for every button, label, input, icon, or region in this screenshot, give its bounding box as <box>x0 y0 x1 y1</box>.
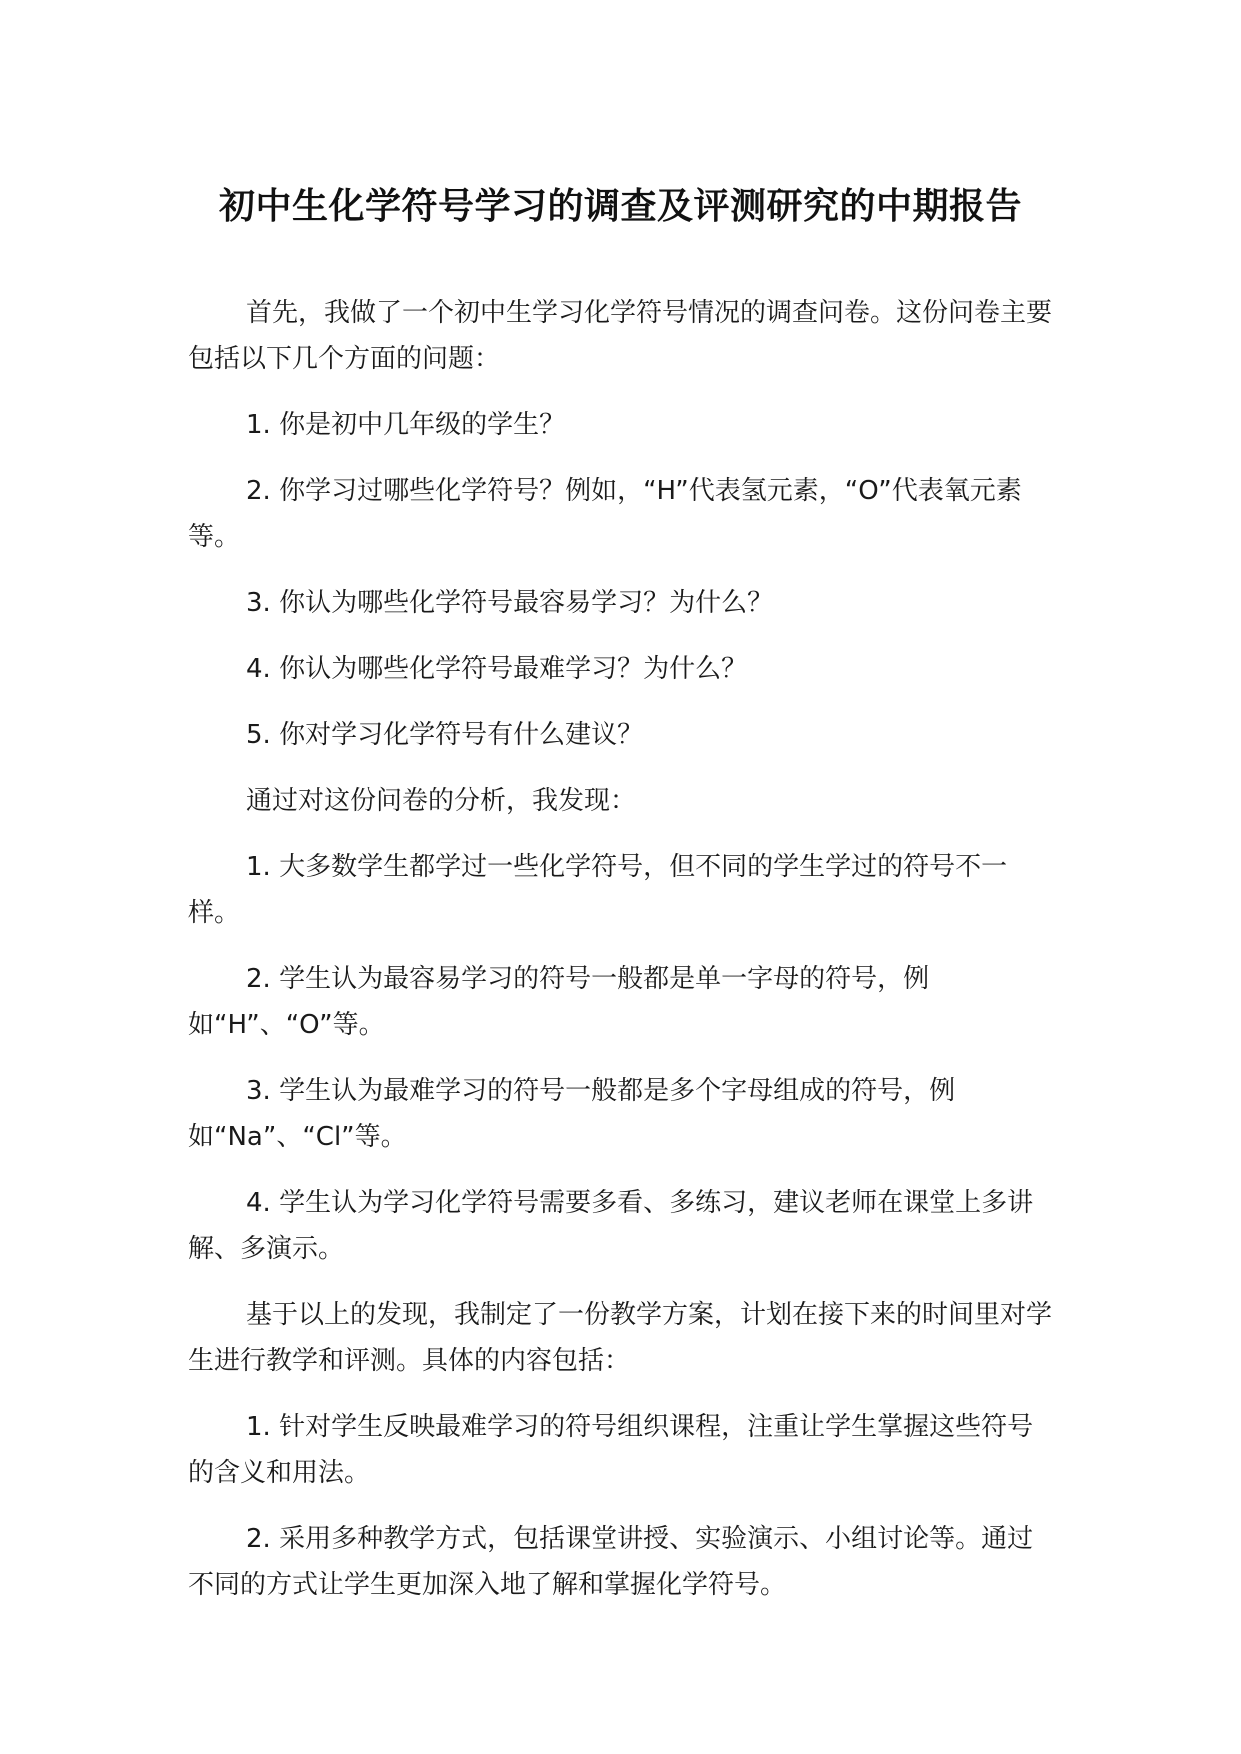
finding-1: 1. 大多数学生都学过一些化学符号，但不同的学生学过的符号不一样。 <box>188 852 1008 928</box>
plan-intro: 基于以上的发现，我制定了一份教学方案，计划在接下来的时间里对学生进行教学和评测。具体的内容包括： <box>188 1300 1053 1376</box>
document-title: 初中生化学符号学习的调查及评测研究的中期报告 <box>218 186 1022 227</box>
findings-intro: 通过对这份问卷的分析，我发现： <box>246 786 637 816</box>
plan-item-1: 1. 针对学生反映最难学习的符号组织课程，注重让学生掌握这些符号的含义和用法。 <box>188 1412 1034 1488</box>
question-3: 3. 你认为哪些化学符号最容易学习？为什么？ <box>246 588 774 618</box>
question-2: 2. 你学习过哪些化学符号？例如，“H”代表氢元素，“O”代表氧元素等。 <box>188 476 1022 552</box>
finding-3: 3. 学生认为最难学习的符号一般都是多个字母组成的符号，例如“Na”、“Cl”等。 <box>188 1076 956 1152</box>
plan-item-2: 2. 采用多种教学方式，包括课堂讲授、实验演示、小组讨论等。通过不同的方式让学生更加深入地了解和掌握化学符号。 <box>188 1524 1034 1600</box>
finding-2: 2. 学生认为最容易学习的符号一般都是单一字母的符号，例如“H”、“O”等。 <box>188 964 930 1040</box>
paragraph-intro: 首先，我做了一个初中生学习化学符号情况的调查问卷。这份问卷主要包括以下几个方面的问题： <box>188 298 1053 374</box>
question-5: 5. 你对学习化学符号有什么建议？ <box>246 720 644 750</box>
document-body <box>188 290 1052 1628</box>
question-1: 1. 你是初中几年级的学生？ <box>246 410 566 440</box>
question-4: 4. 你认为哪些化学符号最难学习？为什么？ <box>246 654 748 684</box>
finding-4: 4. 学生认为学习化学符号需要多看、多练习，建议老师在课堂上多讲解、多演示。 <box>188 1188 1034 1264</box>
